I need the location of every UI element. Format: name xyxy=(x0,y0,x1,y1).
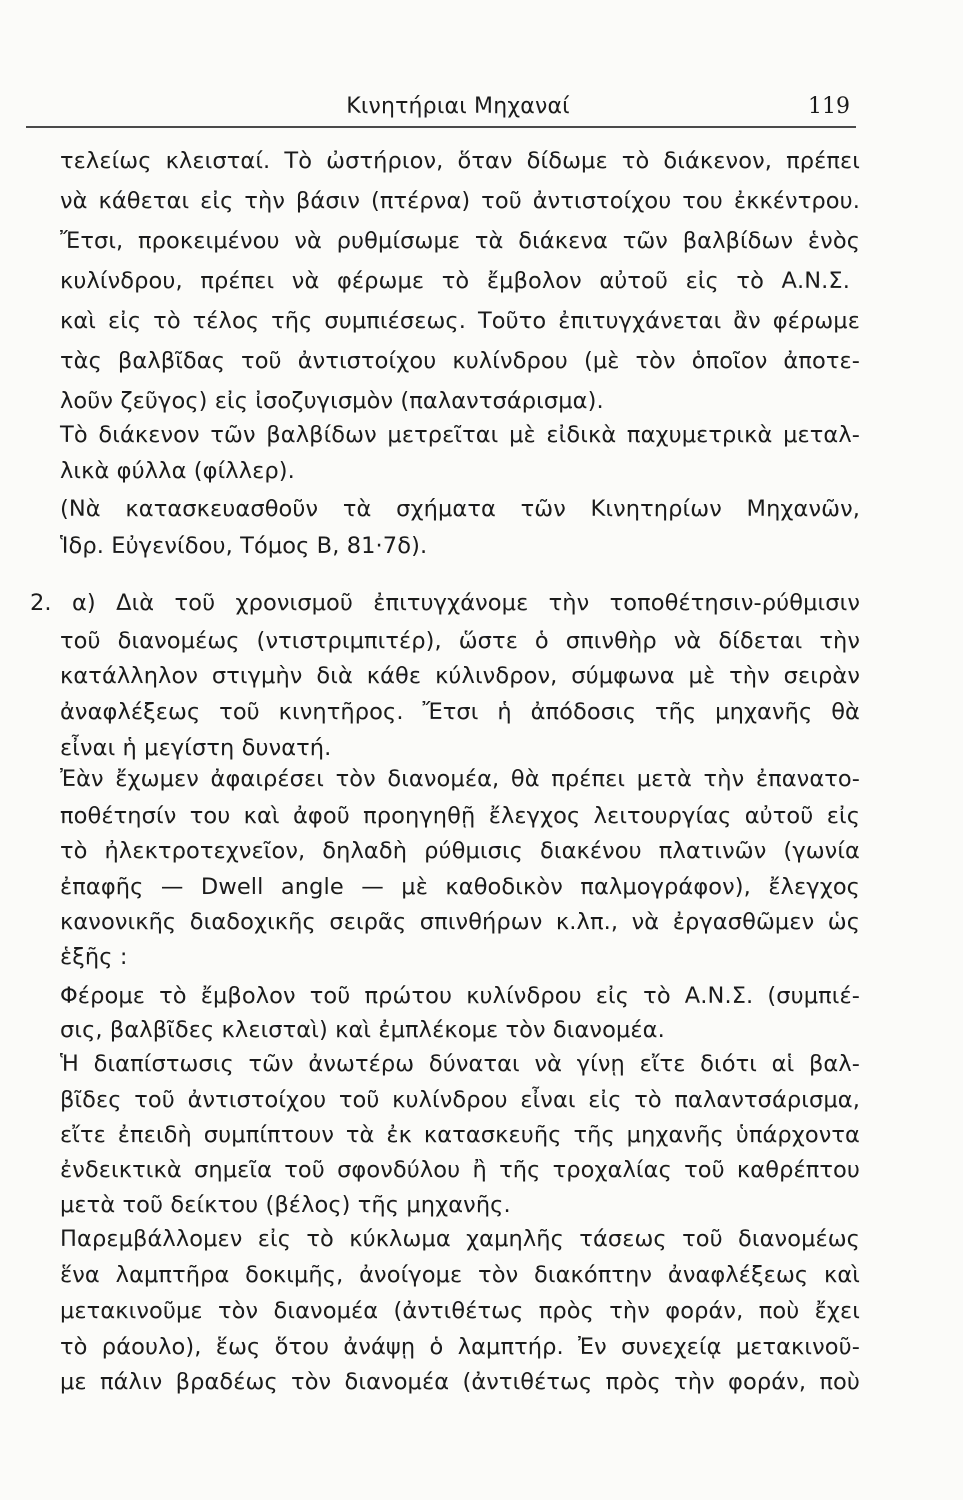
text-line: λοῦν ζεῦγος) εἰς ἰσοζυγισμὸν (παλαντσάρισμα). xyxy=(60,388,604,414)
text-line: εἴτε ἐπειδὴ συμπίπτουν τὰ ἐκ κατασκευῆς τῆς μηχανῆς ὑπάρχοντα xyxy=(60,1122,860,1148)
text-line: Ἱδρ. Εὐγενίδου, Τόμος Β, 81·7δ). xyxy=(60,533,428,559)
header-title: Κινητήριαι Μηχαναί xyxy=(346,94,570,119)
text-line: ἐπαφῆς — Dwell angle — μὲ καθοδικὸν παλμογράφον), ἔλεγχος xyxy=(60,874,860,900)
text-line: βῖδες τοῦ ἀντιστοίχου τοῦ κυλίνδρου εἶναι εἰς τὸ παλαντσάρισμα, xyxy=(60,1087,860,1113)
text-line: λικὰ φύλλα (φίλλερ). xyxy=(60,458,295,484)
text-line: Ἔτσι, προκειμένου νὰ ρυθμίσωμε τὰ διάκενα τῶν βαλβίδων ἑνὸς xyxy=(60,228,860,254)
text-line: με πάλιν βραδέως τὸν διανομέα (ἀντιθέτως πρὸς τὴν φοράν, ποὺ xyxy=(60,1369,860,1395)
text-line: ἀναφλέξεως τοῦ κινητῆρος. Ἔτσι ἡ ἀπόδοσις τῆς μηχανῆς θὰ xyxy=(60,699,860,725)
text-line: ἐνδεικτικὰ σημεῖα τοῦ σφονδύλου ἢ τῆς τροχαλίας τοῦ καθρέπτου xyxy=(60,1157,860,1183)
text-line: 2. α) Διὰ τοῦ χρονισμοῦ ἐπιτυγχάνομε τὴν τοποθέτησιν-ρύθμισιν xyxy=(30,590,860,616)
text-line: ποθέτησίν του καὶ ἀφοῦ προηγηθῇ ἔλεγχος λειτουργίας αὐτοῦ εἰς xyxy=(60,803,860,829)
text-line: σις, βαλβῖδες κλεισταὶ) καὶ ἐμπλέκομε τὸν διανομέα. xyxy=(60,1017,665,1043)
text-line: εἶναι ἡ μεγίστη δυνατή. xyxy=(60,735,332,761)
header-rule xyxy=(26,126,856,128)
text-line: τὸ ἠλεκτροτεχνεῖον, δηλαδὴ ρύθμισις διακένου πλατινῶν (γωνία xyxy=(60,838,860,864)
text-line: τὸ ράουλο), ἕως ὅτου ἀνάψῃ ὁ λαμπτήρ. Ἐν συνεχείᾳ μετακινοῦ- xyxy=(60,1334,860,1360)
text-line: νὰ κάθεται εἰς τὴν βάσιν (πτέρνα) τοῦ ἀντιστοίχου του ἐκκέντρου. xyxy=(60,188,860,214)
text-line: τοῦ διανομέως (ντιστριμπιτέρ), ὥστε ὁ σπινθὴρ νὰ δίδεται τὴν xyxy=(60,628,860,654)
text-line: μετὰ τοῦ δείκτου (βέλος) τῆς μηχανῆς. xyxy=(60,1192,511,1218)
text-line: ἕνα λαμπτῆρα δοκιμῆς, ἀνοίγομε τὸν διακόπτην ἀναφλέξεως καὶ xyxy=(60,1262,860,1288)
running-header xyxy=(58,88,858,128)
text-line: ἑξῆς : xyxy=(60,944,128,970)
text-line: Ἡ διαπίστωσις τῶν ἀνωτέρω δύναται νὰ γίνῃ εἴτε διότι αἱ βαλ- xyxy=(60,1051,860,1077)
text-line: κατάλληλον στιγμὴν διὰ κάθε κύλινδρον, σύμφωνα μὲ τὴν σειρὰν xyxy=(60,663,860,689)
text-line: μετακινοῦμε τὸν διανομέα (ἀντιθέτως πρὸς τὴν φοράν, ποὺ ἔχει xyxy=(60,1298,860,1324)
text-line: Ἐὰν ἔχωμεν ἀφαιρέσει τὸν διανομέα, θὰ πρέπει μετὰ τὴν ἐπανατο- xyxy=(60,766,860,792)
text-line: τελείως κλεισταί. Τὸ ὠστήριον, ὅταν δίδωμε τὸ διάκενον, πρέπει xyxy=(60,148,860,174)
text-line: κυλίνδρου, πρέπει νὰ φέρωμε τὸ ἔμβολον αὐτοῦ εἰς τὸ Α.Ν.Σ. xyxy=(60,268,850,294)
text-line: Φέρομε τὸ ἔμβολον τοῦ πρώτου κυλίνδρου εἰς τὸ Α.Ν.Σ. (συμπιέ- xyxy=(60,983,860,1009)
page-number: 119 xyxy=(808,94,850,119)
text-line: Τὸ διάκενον τῶν βαλβίδων μετρεῖται μὲ εἰδικὰ παχυμετρικὰ μεταλ- xyxy=(60,422,860,448)
text-line: καὶ εἰς τὸ τέλος τῆς συμπιέσεως. Τοῦτο ἐπιτυγχάνεται ἂν φέρωμε xyxy=(60,308,860,334)
text-line: (Νὰ κατασκευασθοῦν τὰ σχήματα τῶν Κινητηρίων Μηχανῶν, xyxy=(60,496,860,522)
text-line: κανονικῆς διαδοχικῆς σειρᾶς σπινθήρων κ.λπ., νὰ ἐργασθῶμεν ὡς xyxy=(60,909,860,935)
text-line: τὰς βαλβῖδας τοῦ ἀντιστοίχου κυλίνδρου (μὲ τὸν ὁποῖον ἀποτε- xyxy=(60,348,860,374)
text-line: Παρεμβάλλομεν εἰς τὸ κύκλωμα χαμηλῆς τάσεως τοῦ διανομέως xyxy=(60,1226,860,1252)
